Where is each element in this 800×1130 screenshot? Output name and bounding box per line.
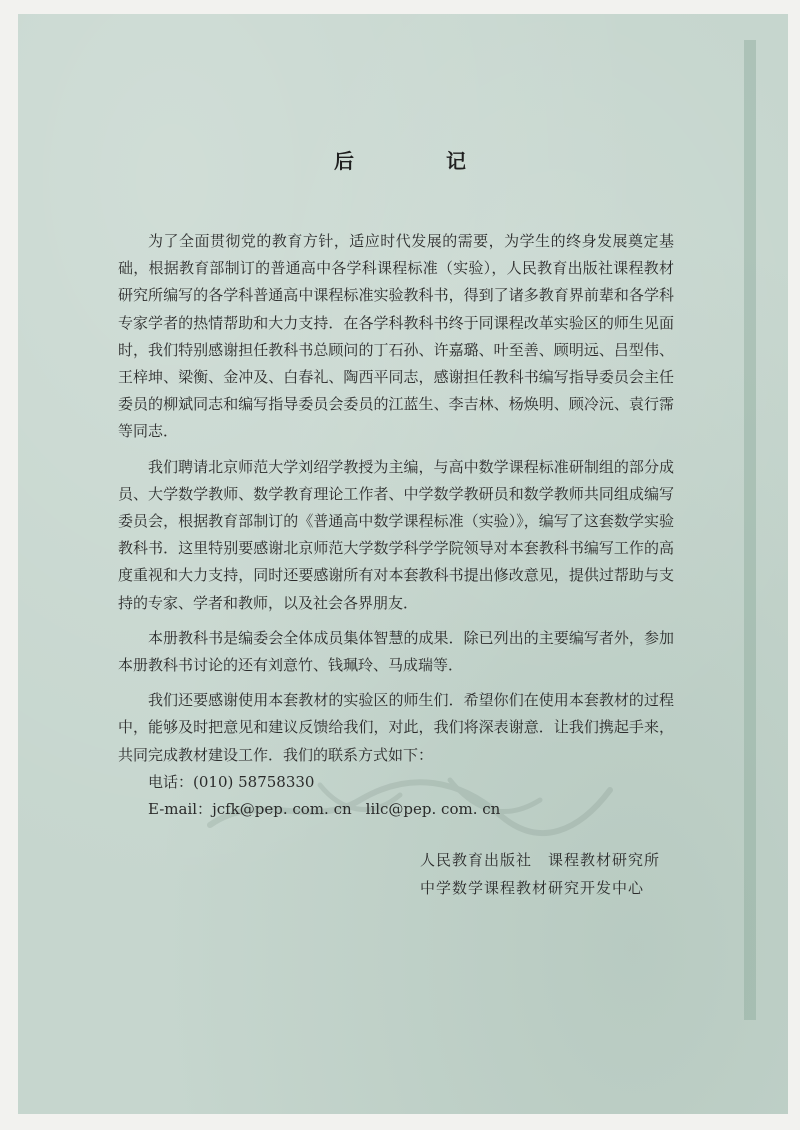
page-title: 后 记 [334, 149, 502, 173]
signature-line-2: 中学数学课程教材研究开发中心 [420, 879, 645, 897]
signature-block [420, 846, 660, 902]
email-address-2[interactable]: lilc@pep. com. cn [365, 799, 501, 818]
page-edge-shadow [744, 40, 756, 1020]
email-address-1[interactable]: jcfk@pep. com. cn [212, 799, 352, 818]
contact-email [118, 796, 674, 823]
paragraph-3: 本册教科书是编委会全体成员集体智慧的成果．除已列出的主要编写者外，参加本册教科书讨论的还有刘意竹、钱珮玲、马成瑞等． [118, 628, 674, 675]
document-body [118, 228, 674, 823]
email-label: E-mail： [148, 799, 213, 818]
contact-phone: 电话：(010) 58758330 [148, 772, 315, 791]
paragraph-1: 为了全面贯彻党的教育方针，适应时代发展的需要，为学生的终身发展奠定基础，根据教育部制订的普通高中各学科课程标准（实验），人民教育出版社课程教材研究所编写的各学科普通高中课程标准实验教科书，得到了诸多教育界前辈和各学科专家学者的热情帮助和大力支持．在各学科教科书终于同课程改革实验区的师生见面时，我们特别感谢担任教科书总顾问的丁石孙、许嘉璐、叶至善、顾明远、吕型伟、王梓坤、梁衡、金冲及、白春礼、陶西平同志，感谢担任教科书编写指导委员会主任委员的柳斌同志和编写指导委员会委员的江蓝生、李吉林、杨焕明、顾冷沅、袁行霈等同志． [118, 232, 674, 441]
paragraph-4: 我们还要感谢使用本套教材的实验区的师生们．希望你们在使用本套教材的过程中，能够及时把意见和建议反馈给我们，对此，我们将深表谢意．让我们携起手来，共同完成教材建设工作．我们的联系方式如下： [118, 691, 674, 764]
signature-line-1: 人民教育出版社 课程教材研究所 [420, 851, 661, 869]
paragraph-2: 我们聘请北京师范大学刘绍学教授为主编，与高中数学课程标准研制组的部分成员、大学数学教师、数学教育理论工作者、中学数学教研员和数学教师共同组成编写委员会，根据教育部制订的《普通高中数学课程标准（实验）》，编写了这套数学实验教科书．这里特别要感谢北京师范大学数学科学学院领导对本套教科书编写工作的高度重视和大力支持，同时还要感谢所有对本套教科书提出修改意见，提供过帮助与支持的专家、学者和教师，以及社会各界朋友． [118, 457, 674, 612]
